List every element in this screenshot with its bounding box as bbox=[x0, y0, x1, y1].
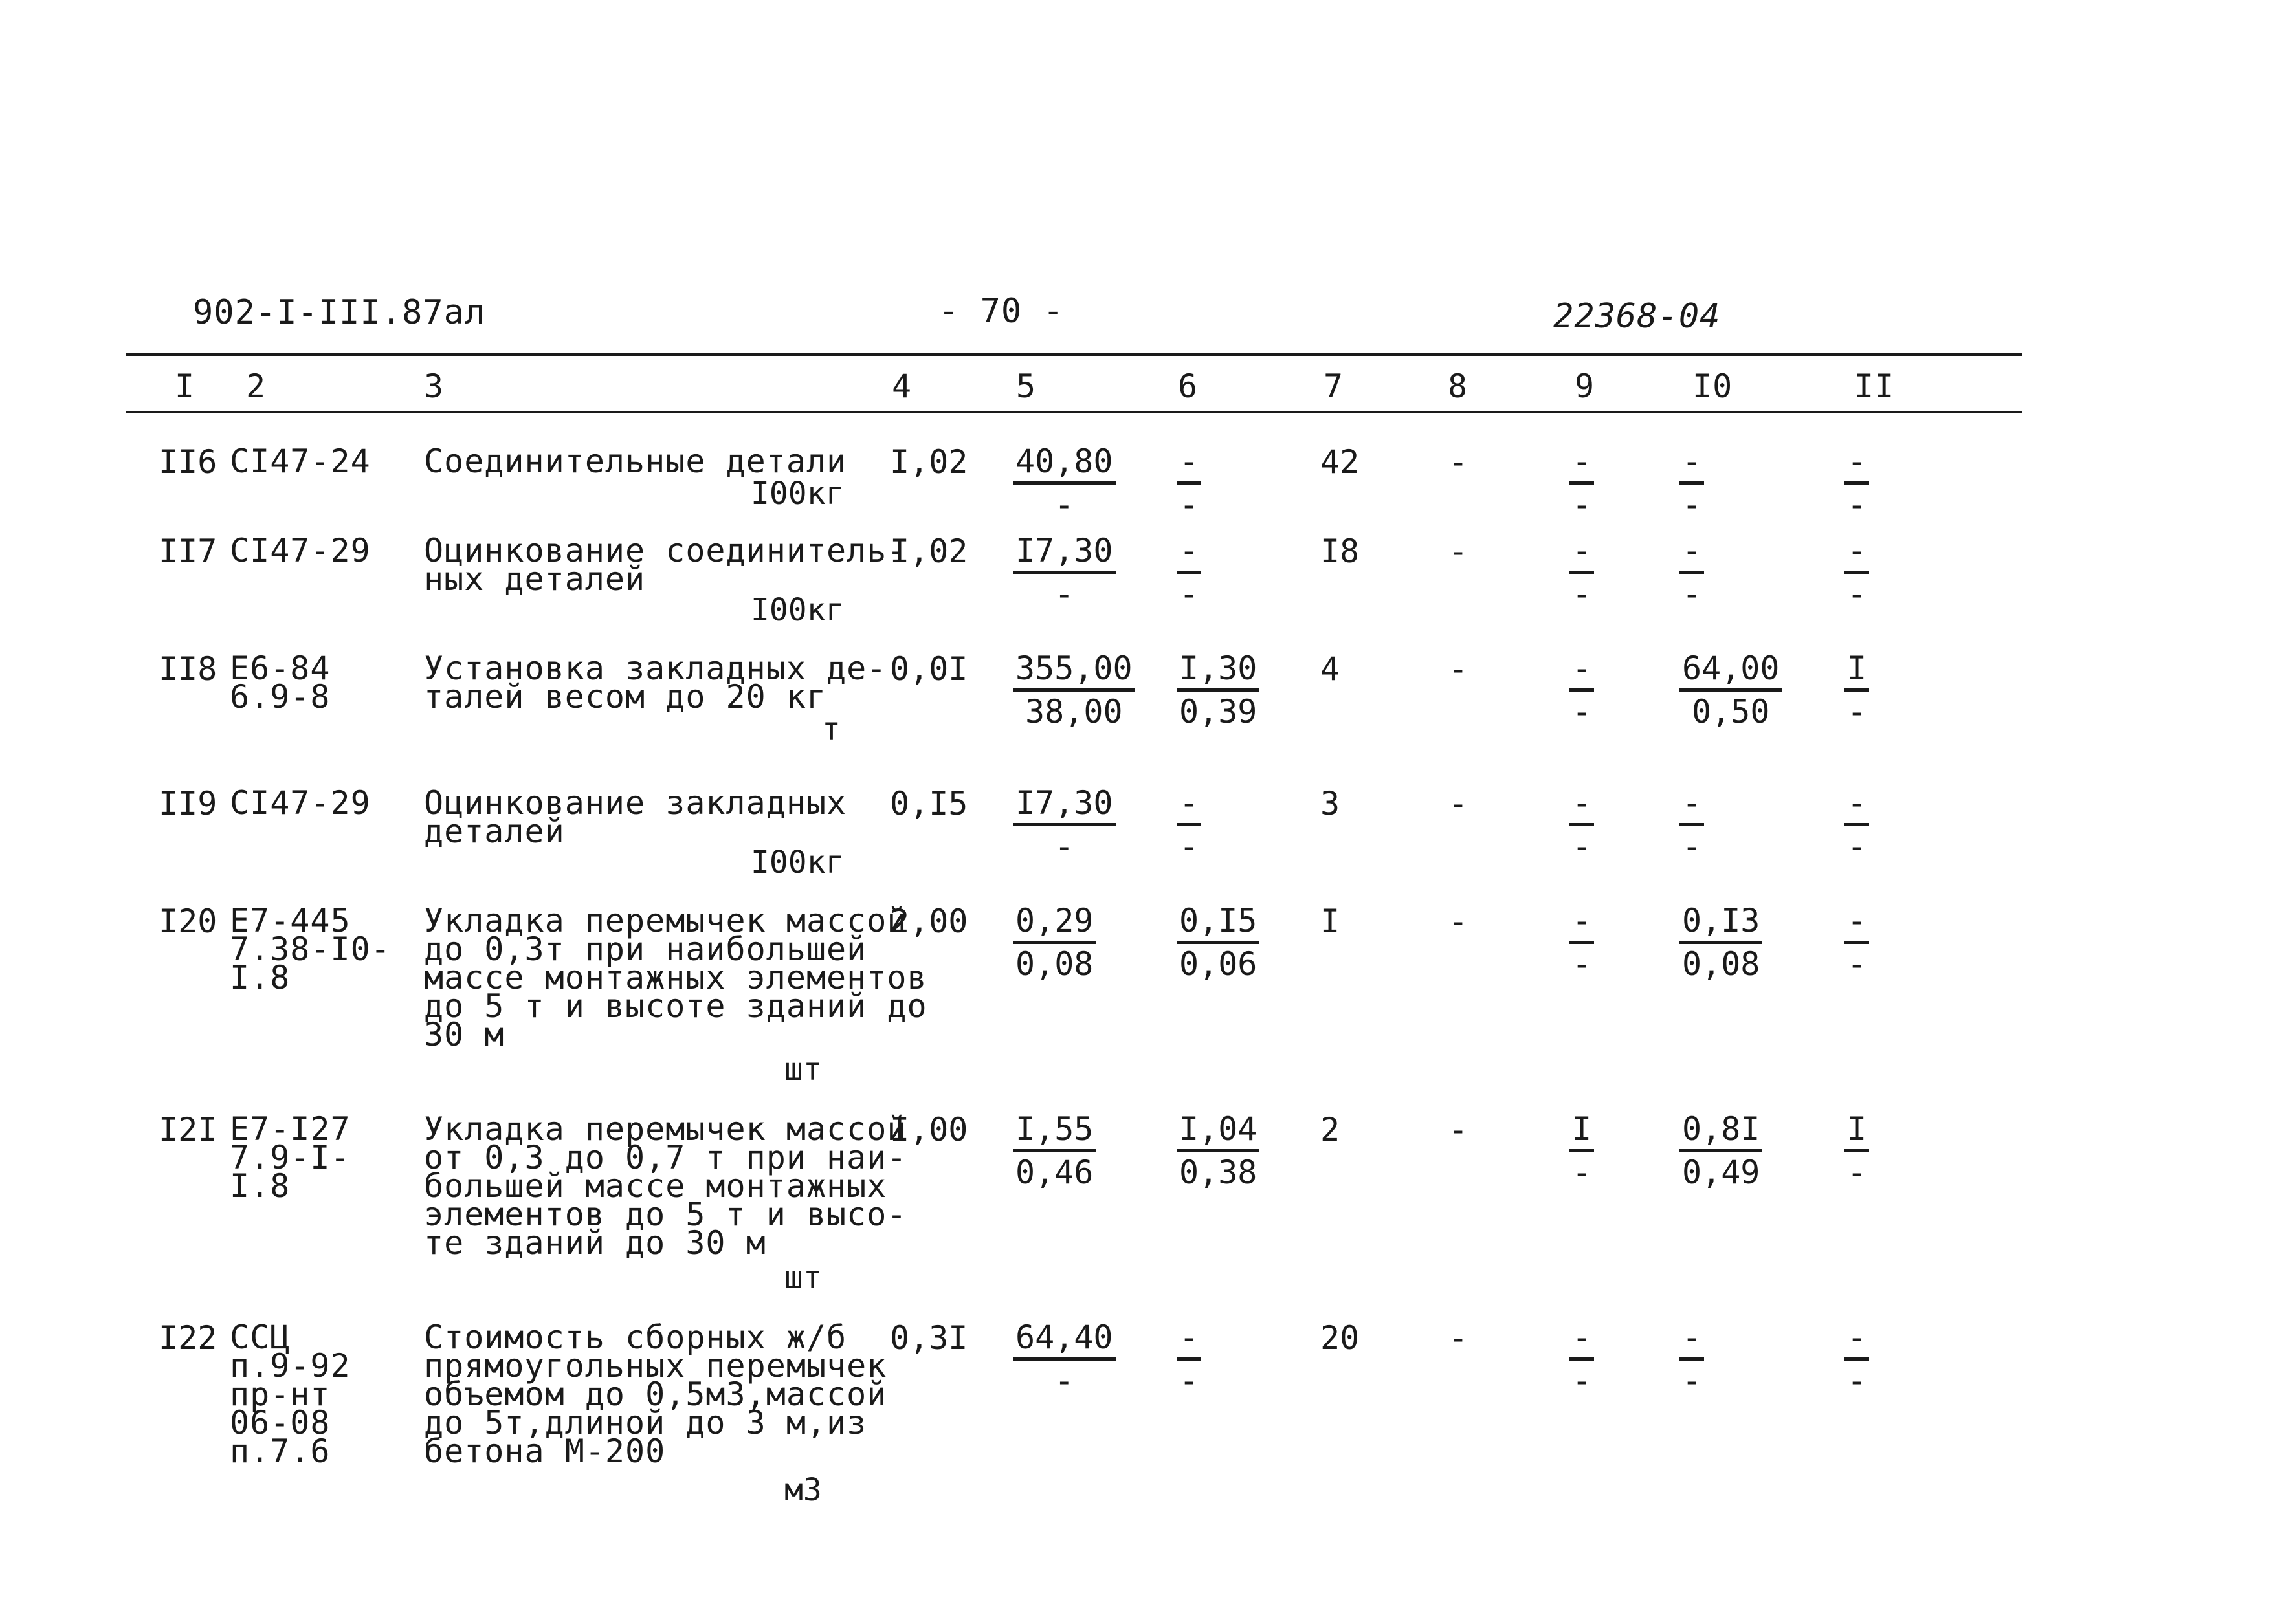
col11-value: - - bbox=[1844, 784, 1869, 866]
row-number: II6 bbox=[159, 443, 217, 481]
col5-value: I7,30 - bbox=[1013, 784, 1116, 866]
col8-value: - bbox=[1448, 1111, 1468, 1148]
col7-value: 20 bbox=[1320, 1319, 1360, 1357]
col7-value: I8 bbox=[1320, 532, 1360, 570]
col-header-4: 4 bbox=[892, 368, 913, 405]
col8-value: - bbox=[1448, 443, 1468, 481]
col5-value: $\frac{I,55}{0,46}$ bbox=[1013, 1110, 1096, 1192]
row-code: I.8 bbox=[230, 959, 291, 996]
col11-value: - - bbox=[1844, 1319, 1869, 1401]
row-description: прямоугольных перемычек bbox=[424, 1347, 887, 1385]
row-number: II8 bbox=[159, 650, 217, 688]
col5-value: 40,80 - bbox=[1013, 443, 1116, 525]
col-header-7: 7 bbox=[1324, 368, 1344, 405]
col6-value: $\frac{I,30}{0,39}$ bbox=[1177, 650, 1259, 732]
row-unit: м3 bbox=[784, 1472, 822, 1508]
row-code: пр-нт bbox=[230, 1376, 331, 1413]
col10-value: - - bbox=[1679, 784, 1704, 866]
header-rule-top bbox=[126, 353, 2022, 356]
row-number: II7 bbox=[159, 532, 217, 570]
col10-value: $\frac{64,00}{0,50}$ bbox=[1679, 650, 1782, 732]
row-description: 30 м bbox=[424, 1016, 505, 1053]
row-description: элементов до 5 т и высо- bbox=[424, 1196, 907, 1233]
header-rule-bottom bbox=[126, 411, 2022, 413]
row-description: массе монтажных элементов bbox=[424, 959, 927, 996]
col6-value: - - bbox=[1177, 784, 1201, 866]
row-quantity: I,02 bbox=[890, 443, 968, 481]
row-description: до 5 т и высоте зданий до bbox=[424, 987, 927, 1025]
col8-value: - bbox=[1448, 785, 1468, 822]
row-description: до 5т,длиной до 3 м,из bbox=[424, 1404, 867, 1442]
col8-value: - bbox=[1448, 1319, 1468, 1357]
col5-value: 64,40 - bbox=[1013, 1319, 1116, 1401]
col11-value: I - bbox=[1844, 1110, 1869, 1192]
col9-value: - - bbox=[1569, 1319, 1594, 1401]
col10-value: - - bbox=[1679, 443, 1704, 525]
col9-value: I - bbox=[1569, 1110, 1594, 1192]
col10-value: $\frac{0,I3}{0,08}$ bbox=[1679, 902, 1762, 984]
col6-value: - - bbox=[1177, 443, 1201, 525]
row-code: CI47-29 bbox=[230, 532, 371, 569]
col7-value: 3 bbox=[1320, 785, 1340, 822]
col6-value: - - bbox=[1177, 532, 1201, 614]
col-header-1: I bbox=[175, 368, 195, 405]
row-number: I22 bbox=[159, 1319, 217, 1357]
row-quantity: 0,3I bbox=[890, 1319, 968, 1357]
row-description: большей массе монтажных bbox=[424, 1167, 887, 1205]
row-code: 06-08 bbox=[230, 1404, 331, 1442]
row-code: E7-I27 bbox=[230, 1110, 351, 1148]
row-unit: I00кг bbox=[751, 592, 845, 628]
row-quantity: I,00 bbox=[890, 1111, 968, 1148]
col6-value: $\frac{I,04}{0,38}$ bbox=[1177, 1110, 1259, 1192]
row-unit: I00кг bbox=[751, 476, 845, 512]
row-description: Укладка перемычек массой bbox=[424, 1110, 907, 1148]
row-description: талей весом до 20 кг bbox=[424, 678, 827, 716]
row-description: бетона М-200 bbox=[424, 1432, 666, 1470]
row-unit: т bbox=[822, 711, 841, 747]
col-header-11: II bbox=[1854, 368, 1895, 405]
col11-value: I - bbox=[1844, 650, 1869, 732]
row-description: те зданий до 30 м bbox=[424, 1224, 766, 1262]
row-description: от 0,3 до 0,7 т при наи- bbox=[424, 1139, 907, 1176]
row-code: 7.9-I- bbox=[230, 1139, 351, 1176]
col-header-3: 3 bbox=[424, 368, 445, 405]
row-code: 7.38-I0- bbox=[230, 930, 391, 968]
col11-value: - - bbox=[1844, 532, 1869, 614]
col10-value: - - bbox=[1679, 532, 1704, 614]
col-header-10: I0 bbox=[1692, 368, 1733, 405]
col-header-6: 6 bbox=[1178, 368, 1199, 405]
row-code: I.8 bbox=[230, 1167, 291, 1205]
row-quantity: 0,I5 bbox=[890, 785, 968, 822]
row-number: I20 bbox=[159, 903, 217, 940]
col7-value: 42 bbox=[1320, 443, 1360, 481]
col9-value: - - bbox=[1569, 650, 1594, 732]
col7-value: I bbox=[1320, 903, 1340, 940]
row-code: CI47-24 bbox=[230, 443, 371, 480]
row-number: I2I bbox=[159, 1111, 217, 1148]
row-description: Установка закладных де- bbox=[424, 650, 887, 687]
row-code: CI47-29 bbox=[230, 784, 371, 822]
col5-value: I7,30 - bbox=[1013, 532, 1116, 614]
col-header-2: 2 bbox=[246, 368, 267, 405]
row-description: ных деталей bbox=[424, 560, 646, 598]
col8-value: - bbox=[1448, 650, 1468, 688]
row-description: Оцинкование закладных bbox=[424, 784, 847, 822]
row-unit: I00кг bbox=[751, 844, 845, 881]
col5-value: $\frac{355,00}{38,00}$ bbox=[1013, 650, 1135, 732]
row-unit: шт bbox=[784, 1051, 822, 1088]
row-description: деталей bbox=[424, 813, 565, 850]
page-number: - 70 - bbox=[938, 292, 1064, 331]
row-code: E6-84 bbox=[230, 650, 331, 687]
col9-value: - - bbox=[1569, 443, 1594, 525]
col9-value: - - bbox=[1569, 902, 1594, 984]
row-description: Укладка перемычек массой bbox=[424, 902, 907, 939]
row-description: Оцинкование соединитель- bbox=[424, 532, 907, 569]
col8-value: - bbox=[1448, 532, 1468, 570]
col9-value: - - bbox=[1569, 532, 1594, 614]
col7-value: 2 bbox=[1320, 1111, 1340, 1148]
row-description: объемом до 0,5м3,массой bbox=[424, 1376, 887, 1413]
row-quantity: I,02 bbox=[890, 532, 968, 570]
row-number: II9 bbox=[159, 785, 217, 822]
col-header-5: 5 bbox=[1016, 368, 1037, 405]
col7-value: 4 bbox=[1320, 650, 1340, 688]
row-quantity: 0,0I bbox=[890, 650, 968, 688]
row-code: 6.9-8 bbox=[230, 678, 331, 716]
col11-value: - - bbox=[1844, 902, 1869, 984]
row-description: Стоимость сборных ж/б bbox=[424, 1319, 847, 1356]
col10-value: - - bbox=[1679, 1319, 1704, 1401]
col-header-8: 8 bbox=[1448, 368, 1468, 405]
col6-value: $\frac{0,I5}{0,06}$ bbox=[1177, 902, 1259, 984]
col8-value: - bbox=[1448, 903, 1468, 940]
row-code: ССЦ bbox=[230, 1319, 291, 1356]
row-description: до 0,3т при наибольшей bbox=[424, 930, 867, 968]
sheet-number: 22368-04 bbox=[1553, 297, 1721, 336]
row-code: п.7.6 bbox=[230, 1432, 331, 1470]
col9-value: - - bbox=[1569, 784, 1594, 866]
col11-value: - - bbox=[1844, 443, 1869, 525]
row-description: Соединительные детали bbox=[424, 443, 847, 480]
row-unit: шт bbox=[784, 1260, 822, 1296]
col5-value: $\frac{0,29}{0,08}$ bbox=[1013, 902, 1096, 984]
row-quantity: 2,00 bbox=[890, 903, 968, 940]
col-header-9: 9 bbox=[1575, 368, 1595, 405]
document-code: 902-I-III.87ал bbox=[193, 293, 486, 332]
col6-value: - - bbox=[1177, 1319, 1201, 1401]
row-code: E7-445 bbox=[230, 902, 351, 939]
col10-value: $\frac{0,8I}{0,49}$ bbox=[1679, 1110, 1762, 1192]
row-code: п.9-92 bbox=[230, 1347, 351, 1385]
